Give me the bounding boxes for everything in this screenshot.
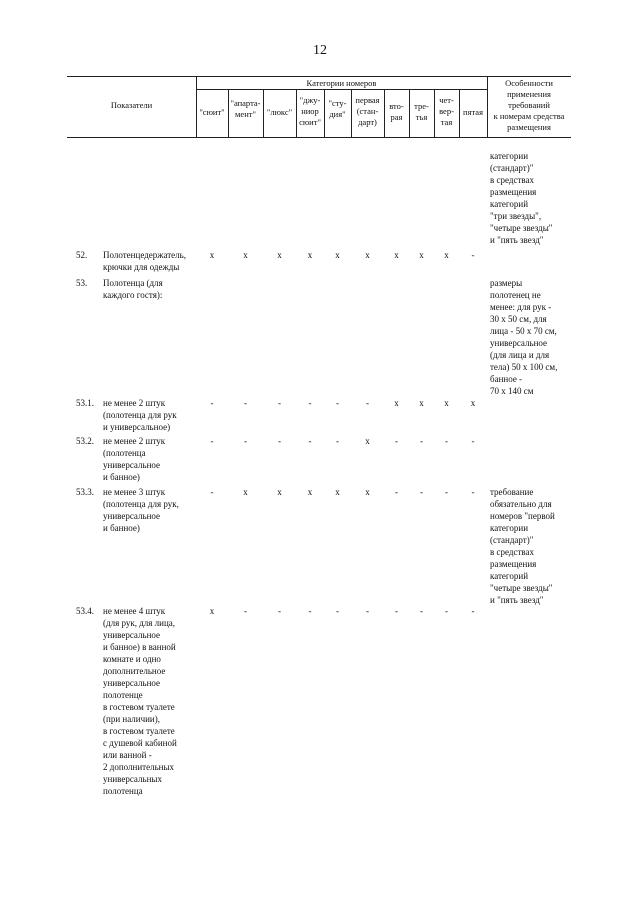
cell-fifth: -	[471, 436, 475, 446]
cell-suite: x	[209, 606, 215, 616]
cell-second: -	[395, 436, 398, 446]
cell-studio: -	[336, 606, 339, 616]
cell-first: -	[366, 606, 369, 616]
cell-fifth: x	[470, 398, 476, 408]
header-col-fourth: чет- вер- тая	[439, 95, 454, 127]
cell-fifth: -	[471, 606, 475, 616]
header-col-lux: "люкс"	[266, 107, 293, 117]
header-col-first: первая (стан- дарт)	[355, 95, 380, 127]
cell-third: -	[420, 487, 423, 497]
cell-first: x	[365, 436, 370, 446]
cell-fourth: -	[445, 606, 448, 616]
header-bottom-rule	[67, 137, 571, 138]
cell-first: x	[365, 250, 370, 260]
cell-fourth: -	[445, 487, 448, 497]
cell-second: x	[394, 398, 399, 408]
header-col-third: тре- тья	[414, 101, 429, 122]
page-number: 12	[313, 43, 327, 58]
cell-junior-suite: -	[308, 398, 312, 408]
cell-fourth: -	[445, 436, 448, 446]
row-number: 52.	[76, 250, 88, 260]
row-name: не менее 2 штук (полотенца для рук и универсальное)	[103, 398, 177, 432]
cell-apartment: x	[243, 487, 248, 497]
cell-third: x	[419, 398, 424, 408]
row-number: 53.2.	[76, 436, 94, 446]
row-number: 53.3.	[76, 487, 94, 497]
row-name: не менее 4 штук (для рук, для лица, универсальное и банное) в ванной комнате и одно дополнительное универсальное полотенце в гостевом туалете (при наличии), в гостевом туалете с душевой кабиной или ванной - 2 дополнительных универсальных полотенца	[103, 606, 177, 796]
cell-fifth: -	[471, 250, 475, 260]
cell-third: x	[419, 250, 424, 260]
cell-fourth: x	[444, 250, 449, 260]
cell-studio: -	[336, 398, 339, 408]
header-indicators: Показатели	[110, 100, 153, 110]
row-name: Полотенца (для каждого гостя):	[103, 278, 163, 300]
row-note: размеры полотенец не менее: для рук - 30 x 50 см, для лица - 50 x 70 см, универсальное (для лица и для тела) 50 x 100 см, банное - 70 x 140 см	[490, 278, 558, 396]
header-top-rule	[67, 76, 571, 77]
row-number: 53.4.	[76, 606, 94, 616]
continuation-note: категории (стандарт)" в средствах размещения категорий "три звезды", "четыре звезды" и "пять звезд"	[490, 151, 553, 245]
cell-second: -	[395, 487, 398, 497]
cell-studio: -	[336, 436, 339, 446]
row-name: Полотенцедержатель, крючки для одежды	[103, 250, 187, 272]
cell-junior-suite: x	[307, 487, 313, 497]
cell-third: -	[420, 436, 423, 446]
cell-suite: x	[209, 250, 215, 260]
row-name: не менее 2 штук (полотенца универсальное и банное)	[103, 436, 166, 482]
cell-fifth: -	[471, 487, 475, 497]
row-note: требование обязательно для номеров "первой категории (стандарт)" в средствах размещения категорий "четыре звезды" и "пять звезд"	[490, 487, 555, 605]
header-features: Особенности применения требований к номерам средства размещения	[493, 78, 565, 132]
cell-apartment: -	[244, 606, 247, 616]
cell-lux: -	[278, 436, 281, 446]
cell-apartment: -	[244, 398, 247, 408]
cell-lux: x	[277, 250, 282, 260]
header-col-apartment: "апарта- мент"	[230, 98, 261, 119]
cell-junior-suite: -	[308, 606, 312, 616]
cell-studio: x	[335, 250, 340, 260]
cell-suite: -	[210, 436, 214, 446]
cell-apartment: -	[244, 436, 247, 446]
cell-first: x	[365, 487, 370, 497]
cell-studio: x	[335, 487, 340, 497]
header-col-junior-suite: "джу- ниор сюит"	[299, 95, 321, 127]
cell-lux: -	[278, 398, 281, 408]
row-number: 53.1.	[76, 398, 94, 408]
cell-first: -	[366, 398, 369, 408]
cell-fourth: x	[444, 398, 449, 408]
cell-junior-suite: -	[308, 436, 312, 446]
row-name: не менее 3 штук (полотенца для рук, универсальное и банное)	[103, 487, 179, 533]
cell-lux: x	[277, 487, 282, 497]
cell-third: -	[420, 606, 423, 616]
cell-junior-suite: x	[307, 250, 313, 260]
category-title-rule	[196, 89, 487, 90]
header-col-fifth: пятая	[463, 107, 483, 117]
row-number: 53.	[76, 278, 88, 288]
cell-lux: -	[278, 606, 281, 616]
header-col-suite: "сюит"	[199, 107, 225, 117]
cell-second: x	[394, 250, 399, 260]
cell-suite: -	[210, 487, 214, 497]
header-categories-title: Категории номеров	[306, 78, 377, 88]
header-col-studio: "сту- дия"	[328, 98, 347, 119]
cell-second: -	[395, 606, 398, 616]
header-col-second: вто- рая	[389, 101, 404, 122]
cell-apartment: x	[243, 250, 248, 260]
cell-suite: -	[210, 398, 214, 408]
